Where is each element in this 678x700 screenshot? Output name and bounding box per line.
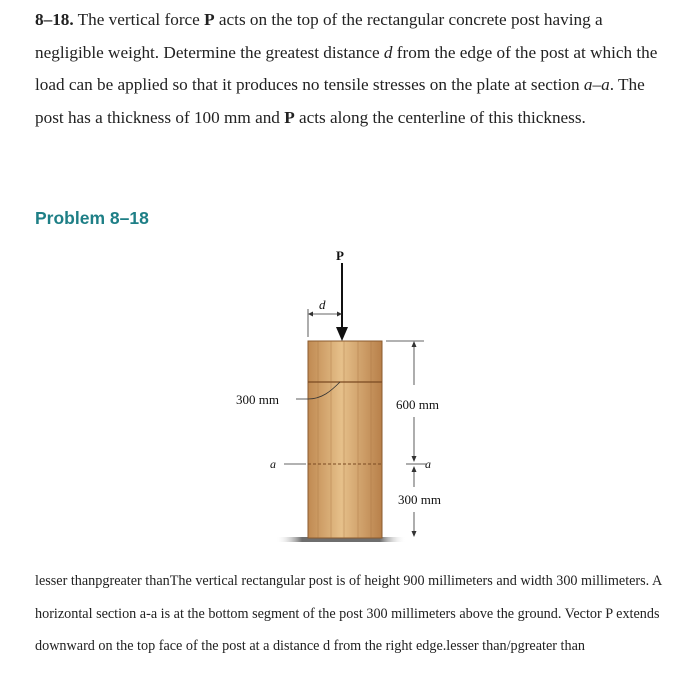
section-label-right: a: [425, 457, 431, 471]
problem-text-part: acts on the top of the rectangular concrete post having a negligible weight. Determine the greatest distance: [35, 10, 603, 62]
problem-text-part: from the edge of the post at which the load can be applied so that it produces no tensile stresses on the plate at section: [35, 42, 658, 94]
problem-text-part: The vertical force: [73, 10, 205, 29]
right-dim-bottom-label: 300 mm: [398, 492, 441, 507]
concrete-post: [308, 341, 382, 538]
problem-text-part: acts along the centerline of this thickness.: [294, 107, 586, 127]
problem-heading: Problem 8–18: [35, 208, 149, 228]
right-dim-top-label: 600 mm: [396, 397, 439, 412]
problem-number: 8–18.: [35, 10, 74, 29]
figure-alt-text: lesser thanpgreater thanThe vertical rectangular post is of height 900 millimeters and width 300 millimeters. A horizontal section a-a is at the bottom segment of the post 300 millimeters above the ground. Vector P extends downward on the top face of the post at a distance d from the right edge.lesser than/pgreater than: [35, 573, 662, 655]
problem-statement: [35, 4, 665, 134]
force-label: P: [336, 249, 344, 263]
section-symbol: a–a: [583, 75, 610, 94]
post-figure: [236, 249, 456, 555]
force-symbol: P: [284, 107, 295, 127]
problem-text-part: . The post has a thickness of 100 mm and: [35, 75, 645, 127]
force-symbol: P: [204, 10, 215, 29]
post-diagram: [236, 249, 456, 555]
left-dim-label: 300 mm: [236, 392, 279, 407]
distance-label: d: [319, 297, 326, 312]
distance-symbol: d: [383, 42, 393, 62]
section-label-left: a: [270, 457, 276, 471]
